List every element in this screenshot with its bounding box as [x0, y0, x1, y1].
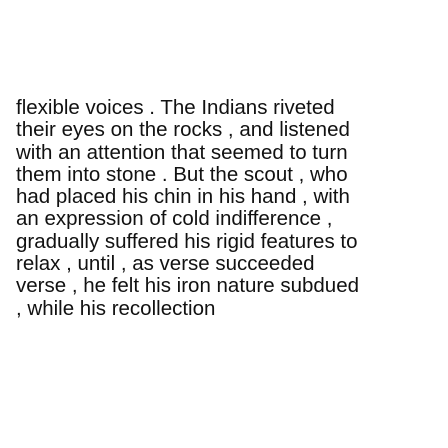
text-line-5: had placed his chin in his hand , with	[16, 185, 350, 209]
text-passage	[16, 97, 446, 320]
text-line-4: them into stone . But the scout , who	[16, 162, 348, 186]
text-line-3: with an attention that seemed to turn	[16, 140, 348, 164]
text-line-2: their eyes on the rocks , and listened	[16, 118, 350, 142]
text-line-1: flexible voices . The Indians riveted	[16, 96, 335, 119]
text-line-8: relax , until , as verse succeeded	[16, 252, 315, 276]
text-line-7: gradually suffered his rigid features to	[16, 229, 358, 253]
text-line-9: verse , he felt his iron nature subdued	[16, 274, 360, 298]
text-line-6: an expression of cold indifference ,	[16, 207, 333, 231]
text-line-10: , while his recollection	[16, 296, 216, 320]
